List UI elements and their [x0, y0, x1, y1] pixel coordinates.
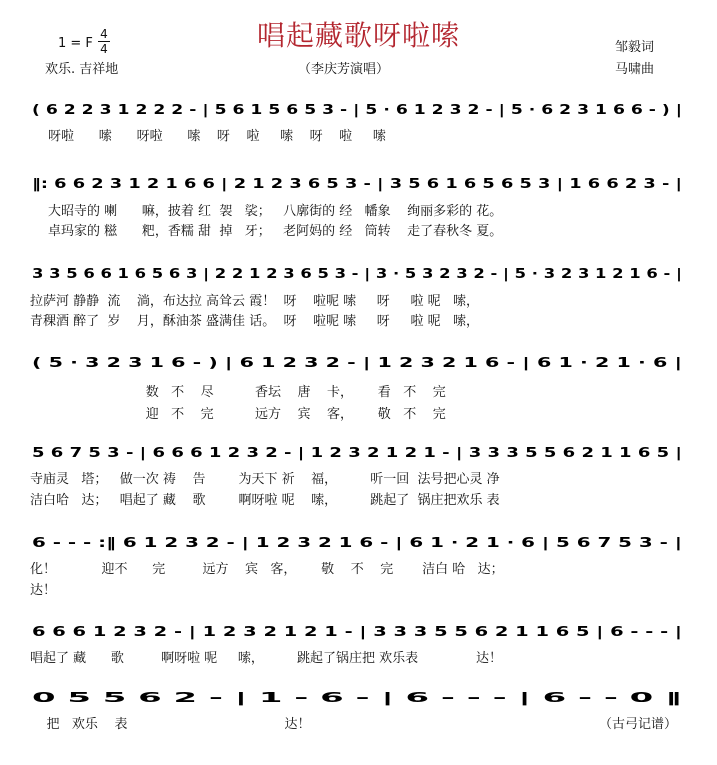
lyric-line: 迎 不 完 远方 宾 客， 敬 不 完	[30, 407, 446, 422]
notes-line: 0 5 5 6 2 - | 1 - 6 - | 6 - - - | 6 - - 0 ‖	[32, 690, 682, 706]
lyricist: 邹毅词	[615, 40, 655, 55]
lyric-line: 洁白哈 达； 唱起了 藏 歌 啊呀啦 呢 嗦， 跳起了 锅庄把欢乐 表	[30, 493, 500, 508]
lyric-line: 呀啦 嗦 呀啦 嗦 呀 啦 嗦 呀 啦 嗦	[48, 129, 386, 144]
notes-line: 3 3 5 6 6 1 6 5 6 3 | 2 2 1 2 3 6 5 3 - | 3 · 5 3 2 3 2 - | 5 · 3 2 3 1 2 1 6 - |	[32, 266, 682, 282]
lyric-line: 大昭寺的 喇 嘛，披着 红 袈 裟； 八廓街的 经 幡象 绚丽多彩的 花。	[48, 204, 503, 219]
time-top: 4	[100, 27, 108, 41]
lyric-line: 达！	[30, 583, 57, 598]
notes-line: 5 6 7 5 3 - | 6 6 6 1 2 3 2 - | 1 2 3 2 1 2 1 - | 3 3 3 5 5 6 2 1 1 6 5 |	[32, 445, 682, 461]
notes-line: 6 6 6 1 2 3 2 - | 1 2 3 2 1 2 1 - | 3 3 3 5 5 6 2 1 1 6 5 | 6 - - - |	[32, 624, 682, 640]
time-bottom: 4	[100, 42, 108, 56]
transcriber-note: （古弓记谱）	[598, 717, 677, 732]
lyric-line: 唱起了 藏 歌 啊呀啦 呢 嗦， 跳起了锅庄把 欢乐表 达！	[30, 651, 502, 666]
lyric-line: 把 欢乐 表 达！	[30, 717, 311, 732]
composer: 马啸曲	[615, 62, 655, 77]
lyric-line: 青稞酒 醉了 岁 月，酥油茶 盛满佳 话。 呀 啦呢 嗦 呀 啦 呢 嗦，	[30, 314, 479, 329]
notes-line: ( 6 2 2 3 1 2 2 2 - | 5 6 1 5 6 5 3 - | 5 · 6 1 2 3 2 - | 5 · 6 2 3 1 6 6 - ) |	[32, 102, 682, 118]
performer: （李庆芳演唱）	[298, 62, 390, 77]
notes-line: 6 - - - :‖ 6 1 2 3 2 - | 1 2 3 2 1 6 - | 6 1 · 2 1 · 6 | 5 6 7 5 3 - |	[32, 535, 682, 551]
notes-line: ( 5 · 3 2 3 1 6 - ) | 6 1 2 3 2 - | 1 2 3 2 1 6 - | 6 1 · 2 1 · 6 |	[32, 355, 682, 371]
lyric-line: 寺庙灵 塔； 做一次 祷 告 为天下 祈 福， 听一回 法号把心灵 净	[30, 472, 500, 487]
song-title: 唱起藏歌呀啦嗦	[256, 19, 460, 52]
time-signature	[98, 28, 110, 55]
lyric-line: 拉萨河 静静 流 淌，布达拉 高耸云 霞！ 呀 啦呢 嗦 呀 啦 呢 嗦，	[30, 294, 479, 309]
notes-line: ‖: 6 6 2 3 1 2 1 6 6 | 2 1 2 3 6 5 3 - | 3 5 6 1 6 5 6 5 3 | 1 6 6 2 3 - |	[32, 176, 682, 192]
lyric-line: 卓玛家的 糍 粑，香糯 甜 掉 牙； 老阿妈的 经 筒转 走了春秋冬 夏。	[48, 224, 503, 239]
key-signature: 1 = F	[58, 36, 93, 51]
lyric-line: 数 不 尽 香坛 唐 卡， 看 不 完	[30, 385, 446, 400]
tempo-mood: 欢乐. 吉祥地	[45, 62, 119, 77]
lyric-line: 化！ 迎不 完 远方 宾 客， 敬 不 完 洁白 哈 达；	[30, 562, 504, 577]
